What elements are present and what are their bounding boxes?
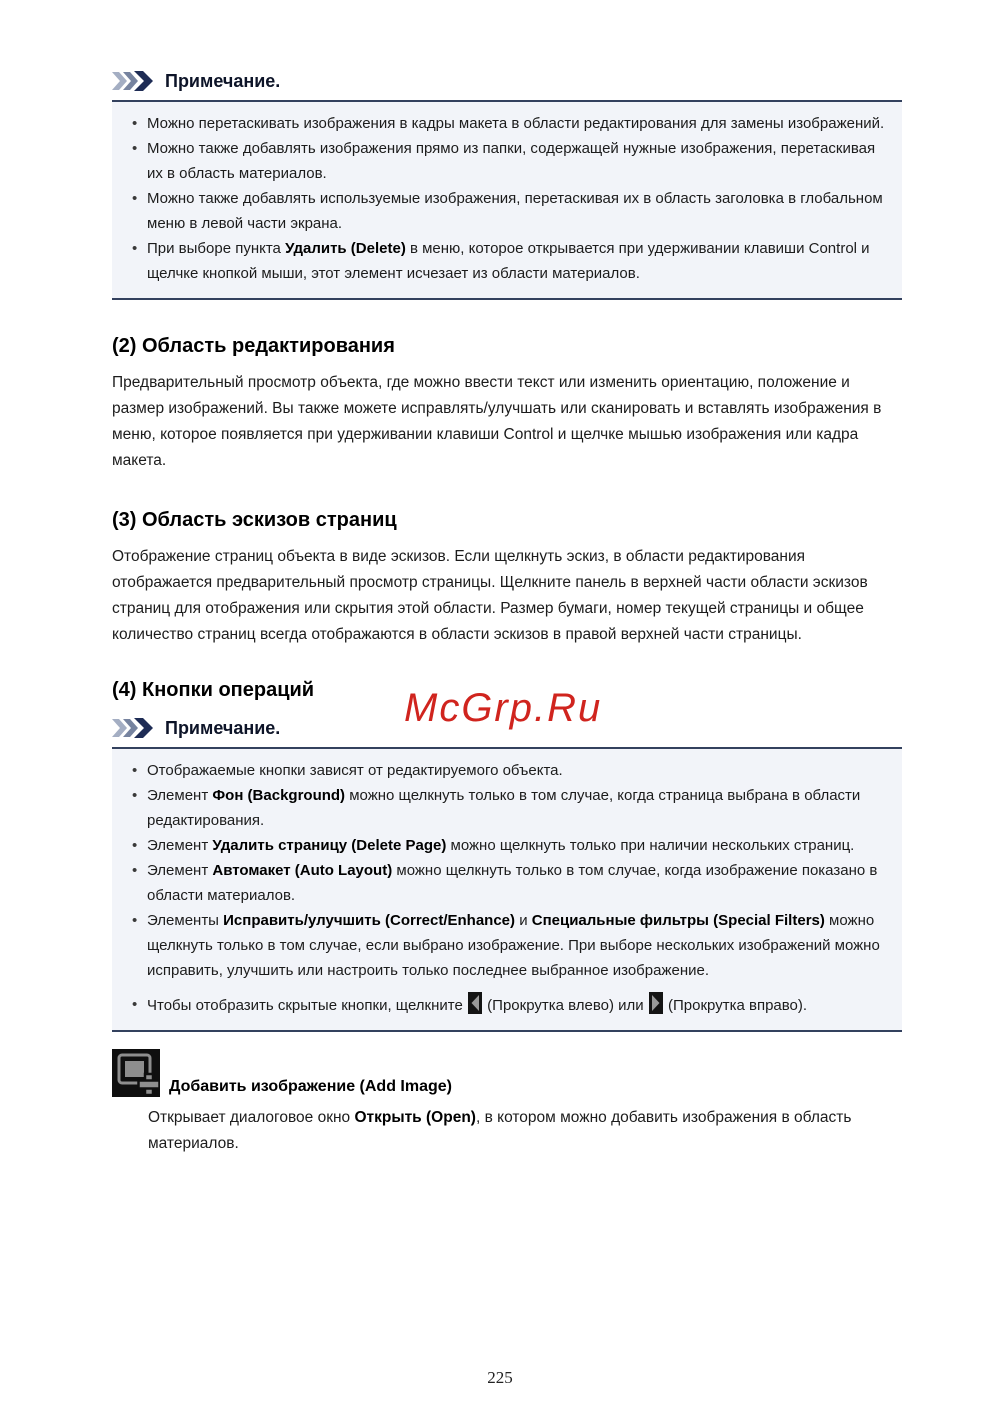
note-bullet-item — [132, 783, 886, 833]
add-image-icon — [112, 1049, 160, 1097]
note-chevrons-icon — [112, 70, 156, 92]
note-header — [112, 70, 902, 92]
note-bullet-item — [132, 111, 886, 136]
bullet-dot: • — [132, 190, 138, 207]
note-bullet-item — [132, 992, 886, 1018]
note-bullet-text: Элементы Исправить/улучшить (Correct/Enhance) и Специальные фильтры (Special Filters) можно щелкнуть только в том случае, если выбрано изображение. При выборе нескольких изображений можно исправить, улучшить или настроить только последнее выбранное изображение. — [147, 912, 880, 979]
bullet-dot: • — [132, 140, 138, 157]
bullet-dot: • — [132, 240, 138, 257]
bullet-dot: • — [132, 787, 138, 804]
note-bullet-text: Можно также добавлять используемые изображения, перетаскивая их в область заголовка в глобальном меню в левой части экрана. — [147, 190, 883, 232]
bullet-dot: • — [132, 115, 138, 132]
note-bullet-text: Элемент Фон (Background) можно щелкнуть только в том случае, когда страница выбрана в области редактирования. — [147, 787, 861, 829]
note-body — [112, 100, 902, 300]
note-bullet-text: Элемент Автомакет (Auto Layout) можно щелкнуть только в том случае, когда изображение показано в области материалов. — [147, 862, 878, 904]
note-bullet-item — [132, 236, 886, 286]
page-number: 225 — [487, 1368, 513, 1387]
section-3-heading: (3) Область эскизов страниц — [112, 509, 397, 531]
note-block-2 — [112, 717, 902, 1032]
bullet-dot: • — [132, 996, 138, 1013]
note-chevrons-icon — [112, 717, 156, 739]
note-bullet-text: Элемент Удалить страницу (Delete Page) можно щелкнуть только при наличии нескольких страниц. — [147, 837, 855, 854]
note-block-1 — [112, 70, 902, 300]
note-bullet-text: Можно также добавлять изображения прямо из папки, содержащей нужные изображения, перетаскивая их в область материалов. — [147, 140, 876, 182]
note-body — [112, 747, 902, 1032]
section-2-paragraph: Предварительный просмотр объекта, где можно ввести текст или изменить ориентацию, положение и размер изображений. Вы также можете исправлять/улучшать или сканировать и вставлять изображения в меню, которое появляется при удерживании клавиши Control и щелчке мышью изображения или кадра макета. — [112, 374, 882, 469]
add-image-description: Открывает диалоговое окно Открыть (Open), в котором можно добавить изображения в область материалов. — [148, 1109, 852, 1152]
watermark: McGrp.Ru — [404, 686, 603, 730]
section-4-heading: (4) Кнопки операций — [112, 679, 315, 701]
bullet-dot: • — [132, 862, 138, 879]
note-bullet-item — [132, 858, 886, 908]
note-bullet-text: Можно перетаскивать изображения в кадры макета в области редактирования для замены изображений. — [147, 115, 885, 132]
bullet-dot: • — [132, 762, 138, 779]
add-image-entry — [112, 1049, 902, 1097]
note-bullet-item — [132, 758, 886, 783]
page-content — [112, 70, 902, 1157]
note-bullet-item — [132, 136, 886, 186]
note-bullet-item — [132, 186, 886, 236]
note-title: Примечание. — [165, 70, 281, 91]
note-bullet-item — [132, 908, 886, 983]
scroll-left-icon — [468, 992, 482, 1014]
scroll-right-icon — [649, 992, 663, 1014]
add-image-label: Добавить изображение (Add Image) — [169, 1078, 452, 1095]
bullet-dot: • — [132, 837, 138, 854]
note-title: Примечание. — [165, 717, 281, 738]
note-bullet-item — [132, 833, 886, 858]
section-2-heading: (2) Область редактирования — [112, 335, 395, 357]
section-3-paragraph: Отображение страниц объекта в виде эскизов. Если щелкнуть эскиз, в области редактирования отображается предварительный просмотр страницы. Щелкните панель в верхней части области эскизов страниц для отображения или скрытия этой области. Размер бумаги, номер текущей страницы и общее количество страниц всегда отображаются в области эскизов в правой верхней части страницы. — [112, 548, 868, 643]
note-bullet-text: Отображаемые кнопки зависят от редактируемого объекта. — [147, 762, 563, 779]
bullet-dot: • — [132, 912, 138, 929]
note-bullet-text: Чтобы отобразить скрытые кнопки, щелкните (Прокрутка влево) или (Прокрутка вправо). — [147, 992, 807, 1018]
note-bullet-text: При выборе пункта Удалить (Delete) в меню, которое открывается при удерживании клавиши Control и щелчке кнопкой мыши, этот элемент исчезает из области материалов. — [147, 240, 870, 282]
